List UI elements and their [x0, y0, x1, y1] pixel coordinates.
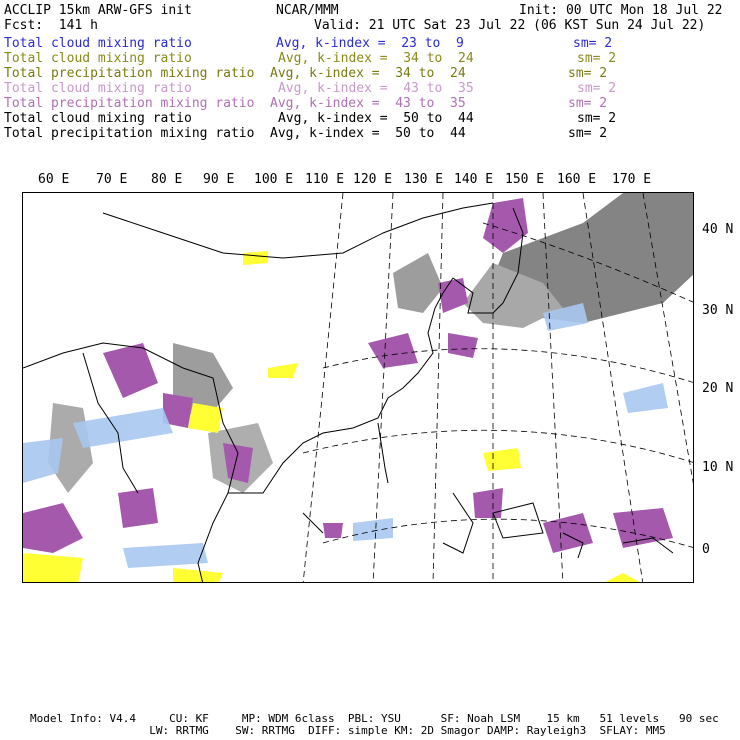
init-time: Init: 00 UTC Mon 18 Jul 22	[519, 3, 723, 18]
legend-name: Total precipitation mixing ratio	[4, 66, 255, 81]
title-left: ACCLIP 15km ARW-GFS init	[4, 3, 192, 18]
legend-avg: Avg, k-index = 50 to 44	[270, 126, 466, 141]
legend-avg: Avg, k-index = 23 to 9	[276, 36, 464, 51]
legend-name: Total precipitation mixing ratio	[4, 126, 255, 141]
legend-name: Total cloud mixing ratio	[4, 81, 192, 96]
lon-label: 140 E	[454, 172, 494, 187]
legend-sm: sm= 2	[573, 36, 613, 51]
lon-label: 80 E	[151, 172, 183, 187]
legend-name: Total cloud mixing ratio	[4, 36, 192, 51]
legend-avg: Avg, k-index = 43 to 35	[278, 81, 474, 96]
lat-label: 30 N	[702, 303, 734, 318]
legend-sm: sm= 2	[577, 81, 617, 96]
model-info-line2: LW: RRTMG SW: RRTMG DIFF: simple KM: 2D Smagor DAMP: Rayleigh3 SFLAY: MM5	[30, 724, 666, 737]
lat-label: 40 N	[702, 222, 734, 237]
lat-label: 0	[702, 542, 710, 557]
lon-label: 130 E	[404, 172, 444, 187]
valid-time: Valid: 21 UTC Sat 23 Jul 22 (06 KST Sun 24 Jul 22)	[314, 18, 706, 33]
legend-name: Total precipitation mixing ratio	[4, 96, 255, 111]
model-info-line1: Model Info: V4.4 CU: KF MP: WDM 6class PBL: YSU SF: Noah LSM 15 km 51 levels 90 sec	[30, 712, 719, 725]
lat-label: 20 N	[702, 381, 734, 396]
legend-avg: Avg, k-index = 43 to 35	[270, 96, 466, 111]
lon-label: 110 E	[305, 172, 345, 187]
legend-sm: sm= 2	[577, 111, 617, 126]
legend-avg: Avg, k-index = 34 to 24	[278, 51, 474, 66]
lon-label: 150 E	[505, 172, 545, 187]
legend-sm: sm= 2	[568, 126, 608, 141]
map-panel	[22, 192, 694, 583]
lon-label: 60 E	[38, 172, 70, 187]
lon-label: 90 E	[203, 172, 235, 187]
title-center: NCAR/MMM	[276, 3, 339, 18]
legend-sm: sm= 2	[568, 96, 608, 111]
lon-label: 160 E	[557, 172, 597, 187]
legend-avg: Avg, k-index = 50 to 44	[278, 111, 474, 126]
forecast-hour: Fcst: 141 h	[4, 18, 98, 33]
legend-sm: sm= 2	[577, 51, 617, 66]
lon-label: 170 E	[612, 172, 652, 187]
lon-label: 70 E	[96, 172, 128, 187]
lon-label: 120 E	[353, 172, 393, 187]
legend-sm: sm= 2	[568, 66, 608, 81]
lat-label: 10 N	[702, 460, 734, 475]
legend-avg: Avg, k-index = 34 to 24	[270, 66, 466, 81]
legend-name: Total cloud mixing ratio	[4, 51, 192, 66]
legend-name: Total cloud mixing ratio	[4, 111, 192, 126]
lon-label: 100 E	[254, 172, 294, 187]
